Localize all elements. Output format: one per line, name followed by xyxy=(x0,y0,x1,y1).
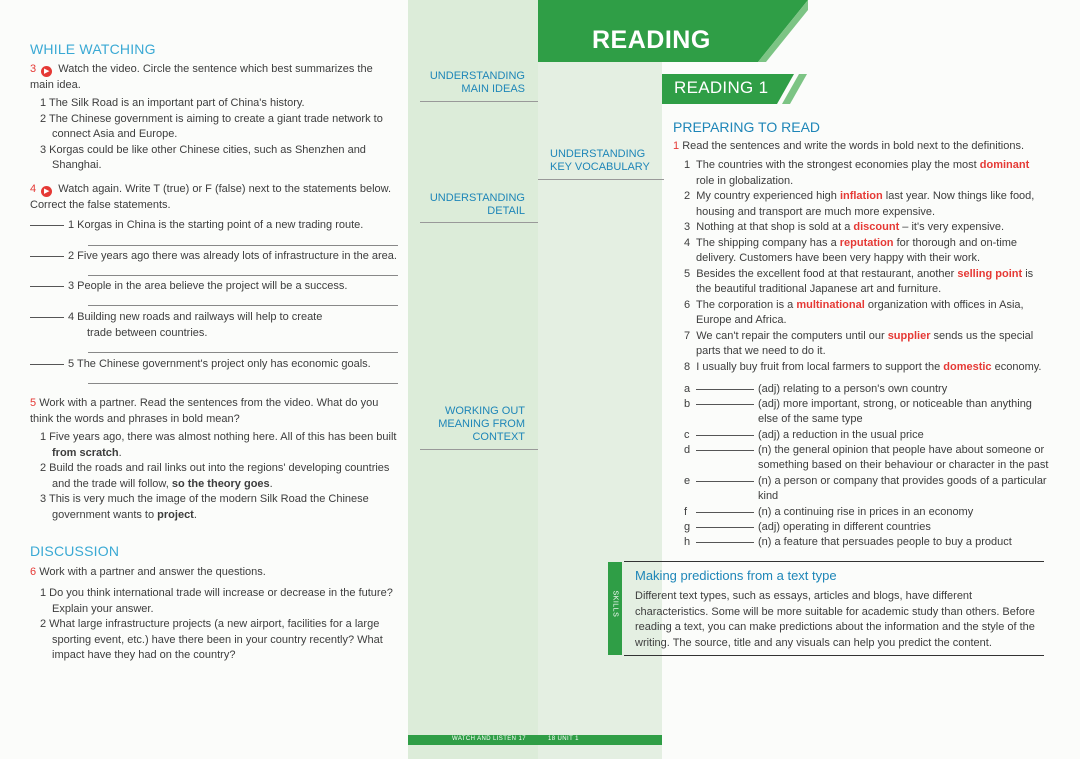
definition-f: f (n) a continuing rise in prices in an economy xyxy=(684,506,974,518)
tip-title: Making predictions from a text type xyxy=(635,568,837,583)
tip-bottom-rule xyxy=(624,655,1044,656)
correction-line[interactable] xyxy=(88,305,398,306)
correction-line[interactable] xyxy=(88,352,398,353)
vocab-sentence-2: 2 My country experienced high inflation last year. Now things like food, housing and transport are much more expensive. xyxy=(684,190,1035,218)
tf-item-1 xyxy=(30,218,390,234)
tf-answer-blank[interactable] xyxy=(30,317,64,318)
definition-h: h (n) a feature that persuades people to buy a product xyxy=(684,536,1012,548)
left-margin-strip xyxy=(408,0,538,759)
q3-instruction: Watch the video. Circle the sentence which best summarizes the main idea. xyxy=(30,63,373,91)
tf-statement: 2 Five years ago there was already lots of infrastructure in the area. xyxy=(68,250,397,262)
q4-instruction: Watch again. Write T (true) or F (false) next to the statements below. Correct the false statements. xyxy=(30,183,392,211)
definition-answer-blank[interactable] xyxy=(696,542,754,543)
tf-answer-blank[interactable] xyxy=(30,256,64,257)
footer-left-label: WATCH AND LISTEN 17 xyxy=(452,736,526,742)
tf-statement: 5 The Chinese government's project only has economic goals. xyxy=(68,358,371,370)
vocab-sentence-6: 6 The corporation is a multinational organization with offices in Asia, Europe and Africa. xyxy=(684,298,1024,326)
vocab-sentence-5: 5 Besides the excellent food at that restaurant, another selling point is the beautiful traditional Japanese art and furniture. xyxy=(684,267,1034,295)
label-divider xyxy=(420,222,538,223)
label-divider xyxy=(538,179,664,180)
definition-answer-blank[interactable] xyxy=(696,435,754,436)
vocab-sentence-1: 1 The countries with the strongest economies play the most dominant role in globalization. xyxy=(684,159,1030,187)
tf-item-4 xyxy=(30,310,350,341)
q3-options xyxy=(40,96,390,174)
definition-answer-blank[interactable] xyxy=(696,527,754,528)
label-understanding-main-ideas: UNDERSTANDING MAIN IDEAS xyxy=(429,70,525,95)
play-video-icon[interactable]: ▶ xyxy=(41,186,52,197)
label-divider xyxy=(420,101,538,102)
tip-top-rule xyxy=(624,561,1044,562)
vocab-sentence-7: 7 We can't repair the computers until our supplier sends us the special parts that we need to do it. xyxy=(684,329,1034,357)
correction-line[interactable] xyxy=(88,383,398,384)
tf-statement: 4 Building new roads and railways will help to create trade between countries. xyxy=(68,311,323,339)
label-understanding-detail: UNDERSTANDING DETAIL xyxy=(429,192,525,217)
definition-b: b (adj) more important, strong, or noticeable than anything else of the same type xyxy=(684,398,1032,425)
q3-option-2[interactable]: 2 The Chinese government is aiming to create a giant trade network to connect Asia and Europe. xyxy=(40,112,383,140)
tf-answer-blank[interactable] xyxy=(30,364,64,365)
definition-answer-blank[interactable] xyxy=(696,404,754,405)
label-working-out-meaning: WORKING OUT MEANING FROM CONTEXT xyxy=(438,405,525,443)
correction-line[interactable] xyxy=(88,245,398,246)
question-5 xyxy=(30,396,395,427)
q5-sentence-2: 2 Build the roads and rail links out into the regions' developing countries and the trade will follow, so the theory goes. xyxy=(40,462,390,490)
definition-answer-blank[interactable] xyxy=(696,450,754,451)
play-video-icon[interactable]: ▶ xyxy=(41,66,52,77)
preparing-heading: PREPARING TO READ xyxy=(673,119,821,135)
q5-instruction: Work with a partner. Read the sentences from the video. What do you think the words and phrases in bold mean? xyxy=(30,397,379,425)
q4-number: 4 xyxy=(30,183,37,195)
definition-c: c (adj) a reduction in the usual price xyxy=(684,429,924,441)
question-6 xyxy=(30,565,390,581)
while-watching-heading: WHILE WATCHING xyxy=(30,41,156,57)
question-4 xyxy=(30,182,395,213)
q3-number: 3 xyxy=(30,63,37,75)
tip-text: Different text types, such as essays, articles and blogs, have different characteristics. Some will be more suitable for academic study than others. Before reading a text, you can make predictions about the information and the style of the writing. The source, title and any visuals can help you predict the content. xyxy=(635,590,1035,649)
skills-tab-label: SKILLS xyxy=(611,590,619,618)
tf-item-3 xyxy=(30,279,390,295)
vocab-sentence-4: 4 The shipping company has a reputation for thorough and on-time delivery. Customers have been very happy with their work. xyxy=(684,236,1018,264)
definition-a: a (adj) relating to a person's own country xyxy=(684,383,948,395)
q3-option-1[interactable]: 1 The Silk Road is an important part of China's history. xyxy=(40,97,305,109)
label-understanding-key-vocabulary: UNDERSTANDING KEY VOCABULARY xyxy=(550,148,650,173)
definition-g: g (adj) operating in different countries xyxy=(684,521,931,533)
q1-number: 1 xyxy=(673,140,680,152)
q3-option-3[interactable]: 3 Korgas could be like other Chinese cities, such as Shenzhen and Shanghai. xyxy=(40,143,366,171)
tf-answer-blank[interactable] xyxy=(30,225,64,226)
q6-question-1: 1 Do you think international trade will increase or decrease in the future? Explain your answer. xyxy=(40,587,393,615)
correction-line[interactable] xyxy=(88,275,398,276)
label-divider xyxy=(420,449,538,450)
tf-item-2 xyxy=(30,249,400,265)
reading-banner-title: READING xyxy=(592,26,711,54)
tf-statement: 3 People in the area believe the project will be a success. xyxy=(68,280,348,292)
discussion-heading: DISCUSSION xyxy=(30,543,120,559)
vocab-sentence-8: 8 I usually buy fruit from local farmers to support the domestic economy. xyxy=(684,360,1042,373)
tf-item-5 xyxy=(30,357,390,373)
q1-instruction: Read the sentences and write the words in bold next to the definitions. xyxy=(682,140,1025,152)
vocab-question-1 xyxy=(673,139,1053,155)
definition-answer-blank[interactable] xyxy=(696,481,754,482)
vocab-sentences xyxy=(684,158,1046,375)
q5-number: 5 xyxy=(30,397,37,409)
q6-question-2: 2 What large infrastructure projects (a new airport, facilities for a large sporting event, etc.) have there been in your country recently? What impact have they had on the country? xyxy=(40,618,383,661)
q5-sentences xyxy=(40,430,400,523)
definition-answer-blank[interactable] xyxy=(696,389,754,390)
footer-right-label: 18 UNIT 1 xyxy=(548,736,579,742)
reading1-banner-title: READING 1 xyxy=(674,78,769,97)
definition-e: e (n) a person or company that provides goods of a particular kind xyxy=(684,475,1047,502)
q6-questions xyxy=(40,586,402,664)
q6-instruction: Work with a partner and answer the questions. xyxy=(39,566,266,578)
q5-sentence-1: 1 Five years ago, there was almost nothing here. All of this has been built from scratch. xyxy=(40,431,397,459)
vocab-sentence-3: 3 Nothing at that shop is sold at a discount – it's very expensive. xyxy=(684,221,1005,233)
tf-statement: 1 Korgas in China is the starting point of a new trading route. xyxy=(68,219,364,231)
q6-number: 6 xyxy=(30,566,37,578)
q5-sentence-3: 3 This is very much the image of the modern Silk Road the Chinese government wants to project. xyxy=(40,493,369,521)
definition-d: d (n) the general opinion that people have about someone or something based on their behaviour or character in the past xyxy=(684,444,1049,471)
definition-answer-blank[interactable] xyxy=(696,512,754,513)
question-3 xyxy=(30,62,385,93)
tf-answer-blank[interactable] xyxy=(30,286,64,287)
